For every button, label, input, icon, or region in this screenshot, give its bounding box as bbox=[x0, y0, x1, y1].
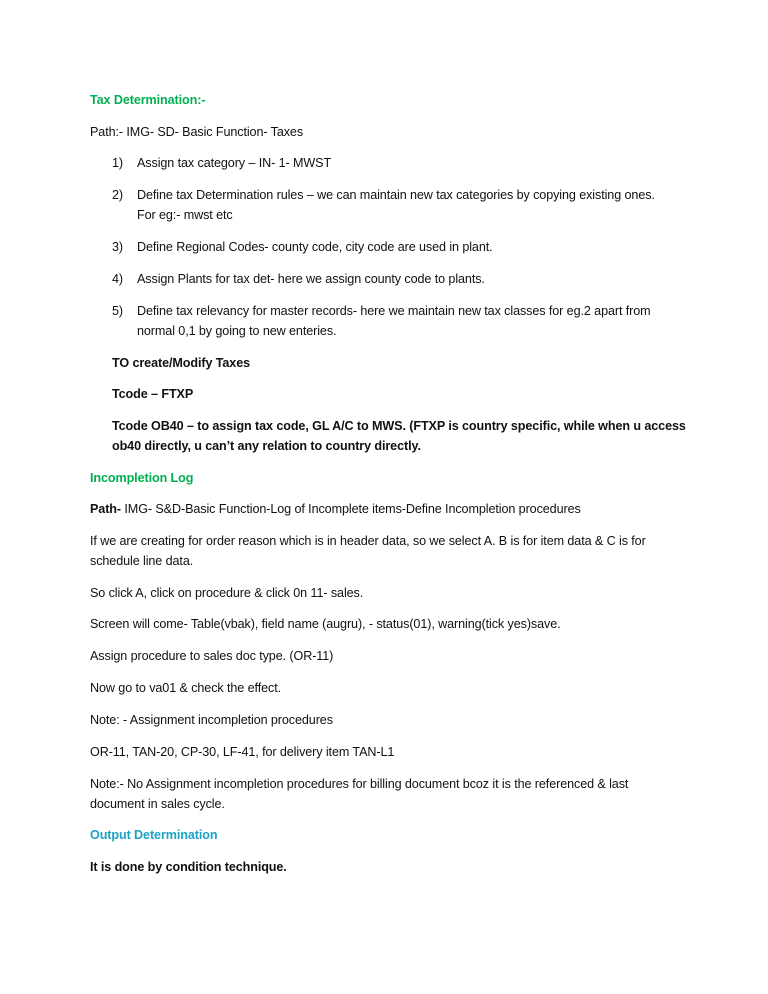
list-item-3 bbox=[112, 239, 493, 255]
heading-output-determination: Output Determination bbox=[90, 828, 218, 842]
paragraph-header-data-continued: schedule line data. bbox=[90, 554, 194, 568]
list-item-text: Define tax relevancy for master records- here we maintain new tax classes for eg.2 apart from bbox=[137, 304, 651, 318]
path-text: IMG- S&D-Basic Function-Log of Incomplete items-Define Incompletion procedures bbox=[121, 502, 581, 516]
paragraph-va01: Now go to va01 & check the effect. bbox=[90, 681, 281, 695]
list-item-5-continued: normal 0,1 by going to new enteries. bbox=[137, 324, 337, 338]
paragraph-doc-types: OR-11, TAN-20, CP-30, LF-41, for delivery item TAN-L1 bbox=[90, 745, 395, 759]
list-number: 4) bbox=[112, 272, 123, 286]
paragraph-click: So click A, click on procedure & click 0n 11- sales. bbox=[90, 586, 364, 600]
list-number: 2) bbox=[112, 188, 123, 202]
paragraph-note-assignment: Note: - Assignment incompletion procedures bbox=[90, 713, 333, 727]
list-item-2-continued: For eg:- mwst etc bbox=[137, 208, 233, 222]
paragraph-screen: Screen will come- Table(vbak), field name (augru), - status(01), warning(tick yes)save. bbox=[90, 617, 561, 631]
list-item-text: Assign Plants for tax det- here we assign county code to plants. bbox=[137, 272, 485, 286]
heading-incompletion-log: Incompletion Log bbox=[90, 471, 194, 485]
output-condition-technique: It is done by condition technique. bbox=[90, 860, 287, 874]
tcode-ftxp: Tcode – FTXP bbox=[112, 387, 194, 401]
list-item-text: Assign tax category – IN- 1- MWST bbox=[137, 156, 332, 170]
list-item-text: Define tax Determination rules – we can maintain new tax categories by copying existing ones. bbox=[137, 188, 655, 202]
paragraph-note-billing: Note:- No Assignment incompletion procedures for billing document bcoz it is the referenced & last bbox=[90, 777, 629, 791]
path-label: Path- bbox=[90, 502, 121, 516]
paragraph-note-billing-continued: document in sales cycle. bbox=[90, 797, 225, 811]
tcode-ob40: Tcode OB40 – to assign tax code, GL A/C to MWS. (FTXP is country specific, while when u access bbox=[112, 419, 686, 433]
incompletion-path bbox=[90, 501, 581, 517]
tax-path: Path:- IMG- SD- Basic Function- Taxes bbox=[90, 125, 304, 139]
to-create-taxes: TO create/Modify Taxes bbox=[112, 356, 251, 370]
list-item-2 bbox=[112, 187, 655, 203]
list-item-1 bbox=[112, 155, 331, 171]
paragraph-header-data: If we are creating for order reason which is in header data, so we select A. B is for item data & C is for bbox=[90, 534, 646, 548]
list-item-text: Define Regional Codes- county code, city code are used in plant. bbox=[137, 240, 493, 254]
list-number: 1) bbox=[112, 156, 123, 170]
list-number: 3) bbox=[112, 240, 123, 254]
paragraph-assign: Assign procedure to sales doc type. (OR-11) bbox=[90, 649, 334, 663]
list-item-5 bbox=[112, 303, 651, 319]
heading-tax-determination: Tax Determination:- bbox=[90, 93, 206, 107]
list-number: 5) bbox=[112, 304, 123, 318]
tcode-ob40-continued: ob40 directly, u can’t any relation to country directly. bbox=[112, 439, 421, 453]
list-item-4 bbox=[112, 271, 485, 287]
